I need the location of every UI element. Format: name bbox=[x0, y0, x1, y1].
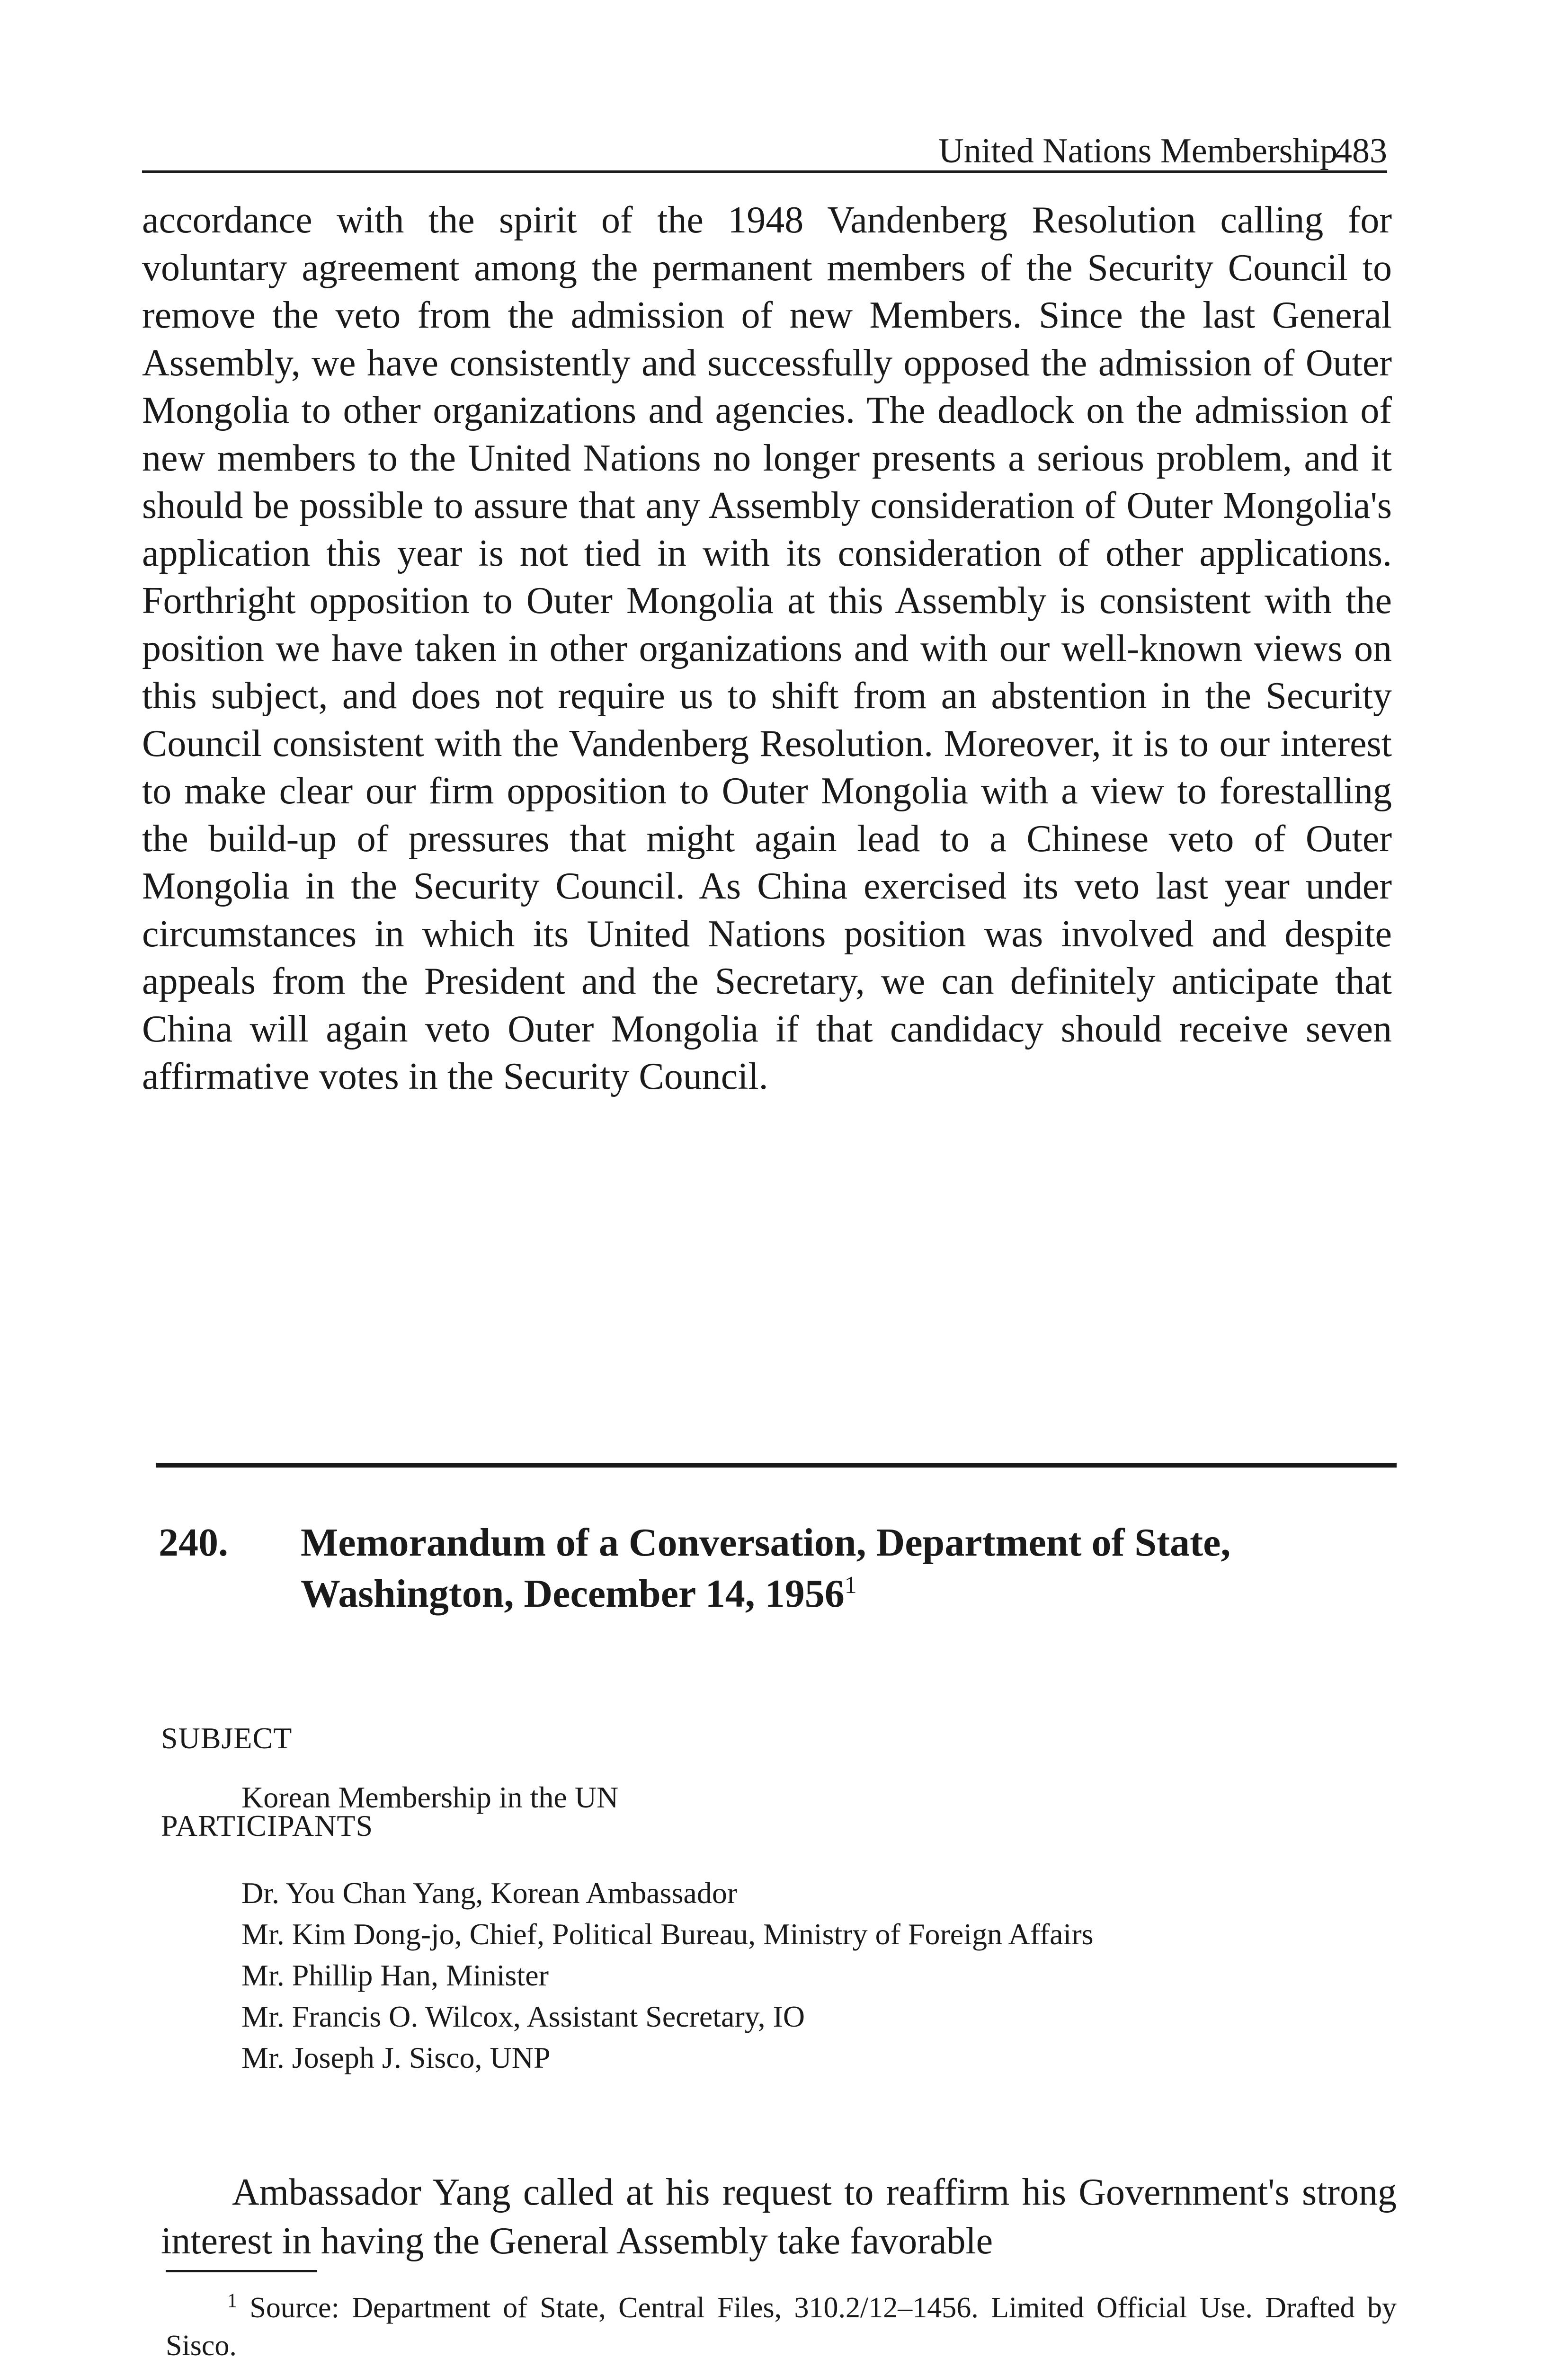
body-paragraph: accordance with the spirit of the 1948 Vandenberg Resolution calling for voluntary agreement among the permanent members of the Security Council to remove the veto from the admission of new Members. Since the last General Assembly, we have consistently and successfully opposed the admission of Outer Mongolia to other organizations and agencies. The deadlock on the admission of new members to the United Nations no longer presents a serious problem, and it should be possible to assure that any Assembly consideration of Outer Mongolia's application this year is not tied in with its consideration of other applications. Forthright opposition to Outer Mongolia at this Assembly is consistent with the position we have taken in other organizations and with our well-known views on this subject, and does not require us to shift from an abstention in the Security Council consistent with the Vandenberg Resolution. Moreover, it is to our interest to make clear our firm opposition to Outer Mongolia with a view to forestalling the build-up of pressures that might again lead to a Chinese veto of Outer Mongolia in the Security Council. As China exercised its veto last year under circumstances in which its United Nations position was involved and despite appeals from the President and the Secretary, we can definitely anticipate that China will again veto Outer Mongolia if that candidacy should receive seven affirmative votes in the Security Council. bbox=[142, 199, 1392, 1097]
subject-value: Korean Membership in the UN bbox=[241, 1780, 619, 1814]
participant-item: Mr. Kim Dong-jo, Chief, Political Bureau, Ministry of Foreign Affairs bbox=[241, 1917, 1094, 1951]
running-title: United Nations Membership bbox=[938, 132, 1337, 170]
participant-item: Mr. Francis O. Wilcox, Assistant Secretary, IO bbox=[241, 2000, 805, 2033]
opening-paragraph: Ambassador Yang called at his request to reaffirm his Government's strong interest in having the General Assembly take favorable bbox=[161, 2171, 1397, 2262]
document-page bbox=[142, 95, 1397, 2367]
document-title-block bbox=[301, 1517, 1394, 1620]
footnote-text: Source: Department of State, Central Files, 310.2/12–1456. Limited Official Use. Drafted by Sisco. bbox=[166, 2292, 1397, 2362]
participants-list bbox=[241, 1872, 1378, 2078]
section-divider bbox=[156, 1463, 1397, 1468]
footnote-divider bbox=[166, 2270, 317, 2272]
footnote bbox=[166, 2289, 1397, 2365]
document-title: Memorandum of a Conversation, Department of State, Washington, December 14, 1956 bbox=[301, 1521, 1231, 1616]
document-number: 240. bbox=[159, 1521, 228, 1565]
page-number: 483 bbox=[1335, 132, 1387, 170]
footnote-marker: 1 bbox=[227, 2290, 237, 2312]
subject-label: SUBJECT bbox=[161, 1721, 293, 1755]
running-header bbox=[142, 109, 1387, 173]
participant-item: Mr. Joseph J. Sisco, UNP bbox=[241, 2041, 551, 2074]
participants-label: PARTICIPANTS bbox=[161, 1809, 374, 1842]
footnote-reference: 1 bbox=[844, 1572, 857, 1599]
participant-item: Mr. Phillip Han, Minister bbox=[241, 1958, 549, 1992]
participant-item: Dr. You Chan Yang, Korean Ambassador bbox=[241, 1876, 738, 1910]
